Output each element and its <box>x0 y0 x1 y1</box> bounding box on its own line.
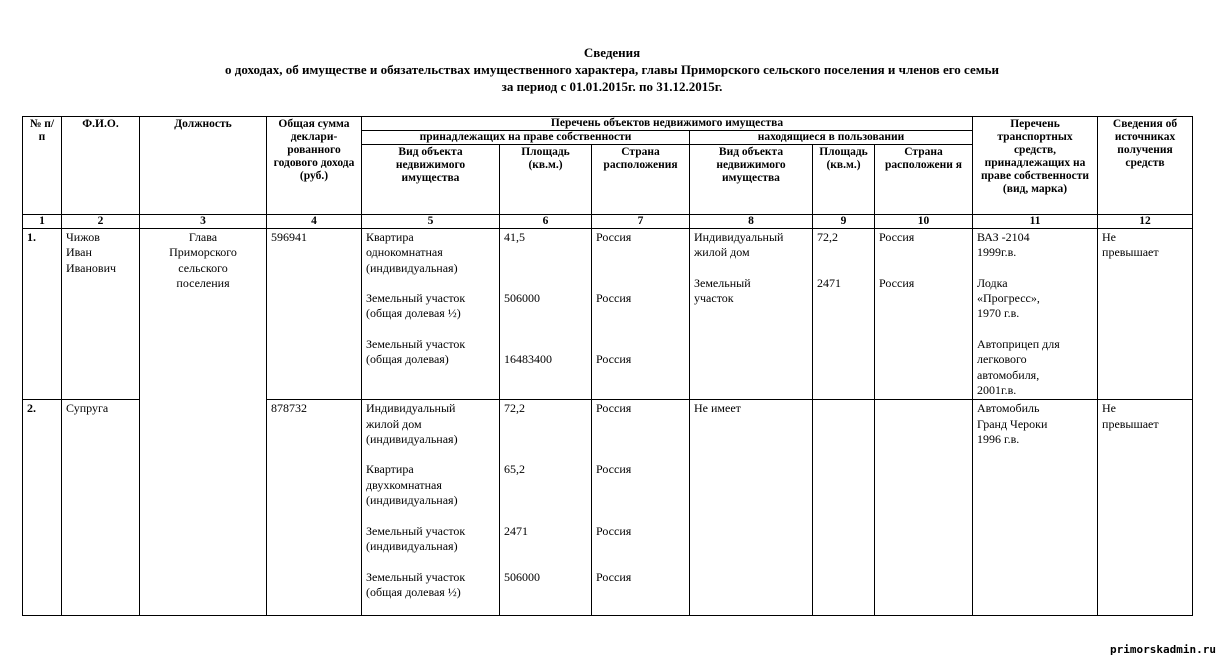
row-fio: Чижов Иван Иванович <box>62 229 140 400</box>
header-owned: принадлежащих на праве собственности <box>362 131 690 145</box>
header-area-used: Площадь (кв.м.) <box>813 145 875 215</box>
row-owned-countries: Россия Россия Россия <box>592 229 690 400</box>
header-object-type-used: Вид объекта недвижимого имущества <box>690 145 813 215</box>
row-owned-areas: 41,5 506000 16483400 <box>500 229 592 400</box>
watermark: primorskadmin.ru <box>1110 643 1216 656</box>
row-num: 1. <box>23 229 62 400</box>
row-sources: Не превышает <box>1098 229 1193 400</box>
document-subtitle: о доходах, об имуществе и обязательствах имущественного характера, главы Приморского сельского поселения и членов его семьи <box>225 62 999 77</box>
column-number: 5 <box>362 215 500 229</box>
header-area-owned: Площадь (кв.м.) <box>500 145 592 215</box>
row-owned-areas: 72,2 65,2 2471 506000 <box>500 400 592 616</box>
row-used-types: Не имеет <box>690 400 813 616</box>
header-row-1 <box>23 117 1193 131</box>
row-owned-countries: Россия Россия Россия Россия <box>592 400 690 616</box>
column-number: 3 <box>140 215 267 229</box>
header-income: Общая сумма деклари-рованного годового дохода (руб.) <box>267 117 362 215</box>
column-number: 8 <box>690 215 813 229</box>
column-number-row <box>23 215 1193 229</box>
header-sources: Сведения об источниках получения средств <box>1098 117 1193 215</box>
row-transport: Автомобиль Гранд Чероки 1996 г.в. <box>973 400 1098 616</box>
header-num: № п/п <box>23 117 62 215</box>
declaration-table <box>22 116 1193 616</box>
column-number: 11 <box>973 215 1098 229</box>
column-number: 9 <box>813 215 875 229</box>
document-title: Сведения <box>583 45 641 60</box>
row-used-areas: 72,2 2471 <box>813 229 875 400</box>
row-income: 878732 <box>267 400 362 616</box>
row-owned-types: Квартира однокомнатная (индивидуальная) Земельный участок (общая долевая ½) Земельный участок (общая долевая) <box>362 229 500 400</box>
row-transport: ВАЗ -2104 1999г.в. Лодка «Прогресс», 1970 г.в. Автоприцеп для легкового автомобиля, 2001г.в. <box>973 229 1098 400</box>
header-country-used: Страна расположени я <box>875 145 973 215</box>
header-object-type-owned: Вид объекта недвижимого имущества <box>362 145 500 215</box>
document-title-block <box>0 44 1224 95</box>
table-row <box>23 229 1193 400</box>
column-number: 4 <box>267 215 362 229</box>
column-number: 12 <box>1098 215 1193 229</box>
row-num: 2. <box>23 400 62 616</box>
document-period: за период с 01.01.2015г. по 31.12.2015г. <box>501 79 723 94</box>
header-fio: Ф.И.О. <box>62 117 140 215</box>
column-number: 7 <box>592 215 690 229</box>
row-fio: Супруга <box>62 400 140 616</box>
row-income: 596941 <box>267 229 362 400</box>
column-number: 6 <box>500 215 592 229</box>
column-number: 10 <box>875 215 973 229</box>
row-used-countries: Россия Россия <box>875 229 973 400</box>
header-position: Должность <box>140 117 267 215</box>
row-used-types: Индивидуальный жилой дом Земельный участок <box>690 229 813 400</box>
row-sources: Не превышает <box>1098 400 1193 616</box>
header-used: находящиеся в пользовании <box>690 131 973 145</box>
row-used-countries <box>875 400 973 616</box>
header-country-owned: Страна расположения <box>592 145 690 215</box>
column-number: 1 <box>23 215 62 229</box>
row-used-areas <box>813 400 875 616</box>
header-realty-list: Перечень объектов недвижимого имущества <box>362 117 973 131</box>
header-transport: Перечень транспортных средств, принадлежащих на праве собственности (вид, марка) <box>973 117 1098 215</box>
row-owned-types: Индивидуальный жилой дом (индивидуальная) Квартира двухкомнатная (индивидуальная) Земельный участок (индивидуальная) Земельный участок (общая долевая ½) <box>362 400 500 616</box>
row-position: Глава Приморского сельского поселения <box>140 229 267 616</box>
column-number: 2 <box>62 215 140 229</box>
